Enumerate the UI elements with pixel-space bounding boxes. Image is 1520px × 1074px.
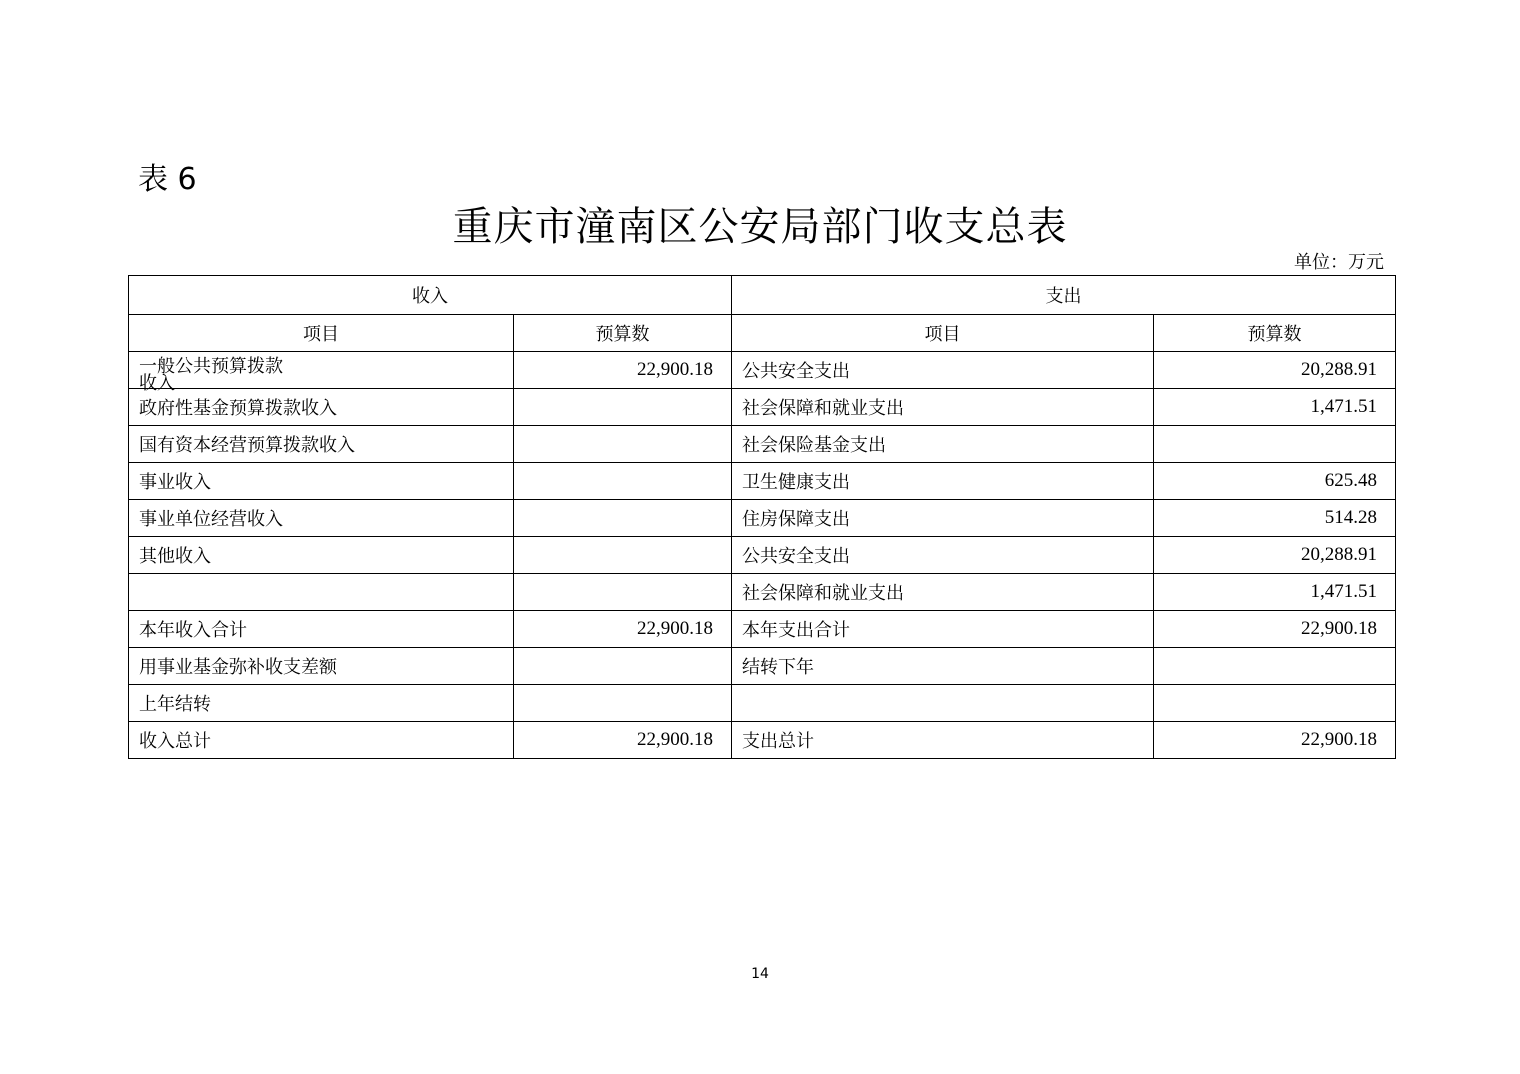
income-amount-cell xyxy=(514,426,732,463)
income-item-text: 一般公共预算拨款 xyxy=(139,356,283,377)
page-title: 重庆市潼南区公安局部门收支总表 xyxy=(452,204,1068,250)
expense-amount-cell xyxy=(1154,426,1396,463)
income-item-cell xyxy=(129,574,514,611)
expense-item-header: 项目 xyxy=(732,315,1154,352)
expense-amount-cell: 1,471.51 xyxy=(1154,389,1396,426)
table-row xyxy=(129,352,1396,389)
income-amount-cell xyxy=(514,685,732,722)
expense-amount-cell: 625.48 xyxy=(1154,463,1396,500)
income-amount-cell: 22,900.18 xyxy=(514,352,732,389)
income-item-cell: 政府性基金预算拨款收入 xyxy=(129,389,514,426)
income-amount-cell: 22,900.18 xyxy=(514,722,732,759)
expense-amount-cell: 20,288.91 xyxy=(1154,537,1396,574)
budget-summary-table xyxy=(128,275,1396,759)
income-item-cell: 国有资本经营预算拨款收入 xyxy=(129,426,514,463)
table-row xyxy=(129,685,1396,722)
income-amount-cell xyxy=(514,537,732,574)
group-header-row xyxy=(129,276,1396,315)
expense-item-cell: 本年支出合计 xyxy=(732,611,1154,648)
expense-amount-header: 预算数 xyxy=(1154,315,1396,352)
income-item-cell: 本年收入合计 xyxy=(129,611,514,648)
expense-item-cell: 公共安全支出 xyxy=(732,537,1154,574)
income-item-cell: 其他收入 xyxy=(129,537,514,574)
expense-item-cell xyxy=(732,685,1154,722)
income-item-cell: 上年结转 xyxy=(129,685,514,722)
table-row xyxy=(129,574,1396,611)
table-row xyxy=(129,426,1396,463)
expense-item-cell: 社会保障和就业支出 xyxy=(732,574,1154,611)
income-amount-cell xyxy=(514,389,732,426)
expense-item-cell: 卫生健康支出 xyxy=(732,463,1154,500)
table-row xyxy=(129,537,1396,574)
income-group-header: 收入 xyxy=(129,276,732,315)
expense-item-cell: 结转下年 xyxy=(732,648,1154,685)
expense-item-cell: 公共安全支出 xyxy=(732,352,1154,389)
expense-amount-cell: 20,288.91 xyxy=(1154,352,1396,389)
table-row xyxy=(129,611,1396,648)
table-number-label: 表 6 xyxy=(138,162,197,197)
table-row xyxy=(129,389,1396,426)
expense-item-cell: 社会保障和就业支出 xyxy=(732,389,1154,426)
expense-item-cell: 社会保险基金支出 xyxy=(732,426,1154,463)
income-item-cell: 事业收入 xyxy=(129,463,514,500)
expense-amount-cell: 514.28 xyxy=(1154,500,1396,537)
unit-label: 单位：万元 xyxy=(1294,252,1384,273)
table-row xyxy=(129,722,1396,759)
income-amount-header: 预算数 xyxy=(514,315,732,352)
income-item-header: 项目 xyxy=(129,315,514,352)
expense-amount-cell: 1,471.51 xyxy=(1154,574,1396,611)
income-amount-cell xyxy=(514,648,732,685)
table-row xyxy=(129,463,1396,500)
expense-amount-cell: 22,900.18 xyxy=(1154,722,1396,759)
income-amount-cell xyxy=(514,463,732,500)
income-item-cell: 用事业基金弥补收支差额 xyxy=(129,648,514,685)
expense-item-cell: 支出总计 xyxy=(732,722,1154,759)
expense-amount-cell xyxy=(1154,685,1396,722)
income-item-cell: 事业单位经营收入 xyxy=(129,500,514,537)
expense-item-cell: 住房保障支出 xyxy=(732,500,1154,537)
income-item-cell: 收入总计 xyxy=(129,722,514,759)
column-header-row xyxy=(129,315,1396,352)
income-amount-cell: 22,900.18 xyxy=(514,611,732,648)
expense-amount-cell: 22,900.18 xyxy=(1154,611,1396,648)
page-number: 14 xyxy=(751,966,769,982)
income-amount-cell xyxy=(514,500,732,537)
table-row xyxy=(129,648,1396,685)
income-item-text-wrap: 收入 xyxy=(139,373,175,394)
income-amount-cell xyxy=(514,574,732,611)
table-row xyxy=(129,500,1396,537)
expense-group-header: 支出 xyxy=(732,276,1396,315)
expense-amount-cell xyxy=(1154,648,1396,685)
income-item-cell xyxy=(129,352,514,394)
